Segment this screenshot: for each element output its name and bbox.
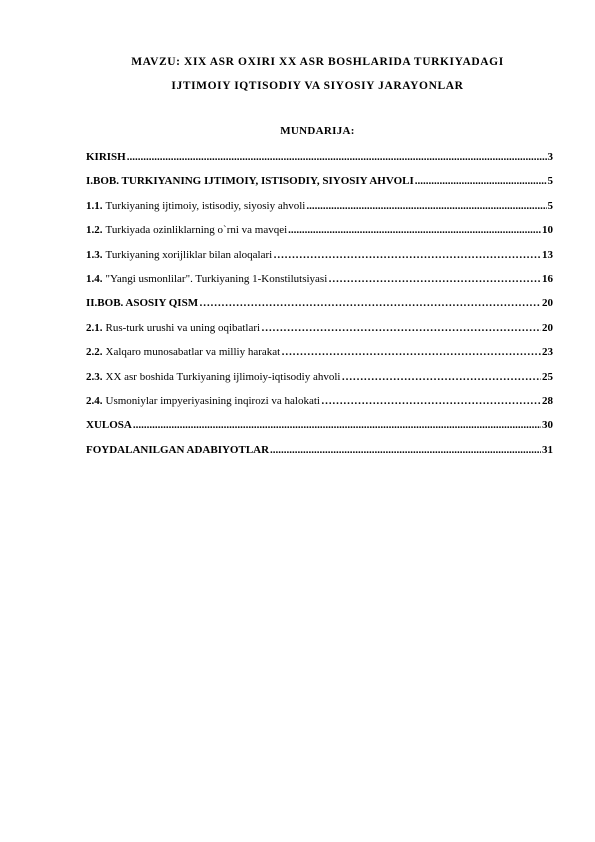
toc-leader: [328, 273, 541, 285]
toc-page-number: 30: [542, 419, 553, 432]
toc-entry-text: XX asr boshida Turkiyaning ijlimoiy-iqtisodiy ahvoli: [105, 370, 341, 383]
toc-leader: [199, 297, 541, 309]
title-line-2: IJTIMOIY IQTISODIY VA SIYOSIY JARAYONLAR: [171, 80, 464, 92]
toc-entry-text: KIRISH: [86, 151, 126, 163]
toc-entry-chapter-1[interactable]: [86, 175, 553, 199]
toc-entry-text: "Yangi usmonlilar". Turkiyaning 1-Konstilutsiyasi: [105, 272, 328, 285]
toc-leader: [261, 322, 541, 334]
toc-entry-number: 2.4.: [86, 394, 103, 407]
toc-entry-text: Turkiyaning ijtimoiy, istisodiy, siyosiy ahvoli: [105, 199, 306, 212]
toc-entry-number: 2.1.: [86, 321, 103, 334]
toc-leader: [341, 371, 541, 383]
toc-entry-text: Usmoniylar impyeriyasining inqirozi va halokati: [105, 394, 320, 407]
toc-entry-number: 1.2.: [86, 224, 103, 237]
toc-entry-text: II.BOB. ASOSIY QISM: [86, 297, 199, 310]
toc-entry-1-1[interactable]: [86, 200, 553, 224]
toc-entry-number: 2.3.: [86, 370, 103, 383]
toc-leader: [415, 175, 547, 187]
toc-entry-2-2[interactable]: [86, 346, 553, 370]
toc-entry-chapter-2[interactable]: [86, 297, 553, 321]
toc-entry-text: Turkiyaning xorijliklar bilan aloqalari: [105, 248, 273, 261]
toc-page-number: 20: [542, 297, 553, 310]
toc-leader: [270, 444, 541, 456]
toc-page-number: 25: [542, 370, 553, 383]
toc-entry-2-4[interactable]: [86, 395, 553, 419]
toc-entry-number: 2.2.: [86, 346, 103, 359]
toc-entry-text: Xalqaro munosabatlar va milliy harakat: [105, 346, 281, 359]
toc-entry-1-3[interactable]: [86, 249, 553, 273]
title-line-1: MAVZU: XIX ASR OXIRI XX ASR BOSHLARIDA TURKIYADAGI: [131, 56, 504, 68]
toc-entry-2-3[interactable]: [86, 371, 553, 395]
toc-page-number: 13: [542, 248, 553, 261]
toc-page-number: 3: [547, 151, 553, 163]
toc-page-number: 28: [542, 394, 553, 407]
toc-entry-text: Turkiyada ozinliklarning o`rni va mavqei: [105, 224, 288, 237]
toc-leader: [281, 346, 541, 358]
toc-entry-text: I.BOB. TURKIYANING IJTIMOIY, ISTISODIY, SIYOSIY AHVOLI: [86, 175, 414, 188]
toc-entry-text: Rus-turk urushi va uning oqibatlari: [105, 321, 261, 334]
toc-entry-references[interactable]: [86, 444, 553, 468]
toc-entry-xulosa[interactable]: [86, 419, 553, 443]
toc-entry-number: 1.1.: [86, 199, 103, 212]
toc-page-number: 5: [547, 199, 553, 212]
toc-leader: [306, 200, 546, 212]
toc-entry-text: XULOSA: [86, 419, 132, 432]
table-of-contents: [86, 151, 553, 468]
toc-leader: [127, 151, 547, 163]
toc-page-number: 23: [542, 346, 553, 359]
toc-entry-kirish[interactable]: [86, 151, 553, 175]
toc-page-number: 5: [547, 175, 553, 188]
toc-page-number: 20: [542, 321, 553, 334]
toc-leader: [273, 249, 541, 261]
toc-leader: [288, 224, 541, 236]
toc-page-number: 31: [542, 443, 553, 456]
toc-entry-text: FOYDALANILGAN ADABIYOTLAR: [86, 443, 270, 456]
toc-leader: [133, 419, 541, 431]
toc-entry-1-2[interactable]: [86, 224, 553, 248]
toc-entry-1-4[interactable]: [86, 273, 553, 297]
toc-heading: MUNDARIJA:: [280, 125, 355, 137]
toc-entry-number: 1.3.: [86, 248, 103, 261]
toc-page-number: 16: [542, 272, 553, 285]
toc-page-number: 10: [542, 224, 553, 237]
toc-entry-2-1[interactable]: [86, 322, 553, 346]
toc-entry-number: 1.4.: [86, 272, 103, 285]
toc-leader: [321, 395, 541, 407]
